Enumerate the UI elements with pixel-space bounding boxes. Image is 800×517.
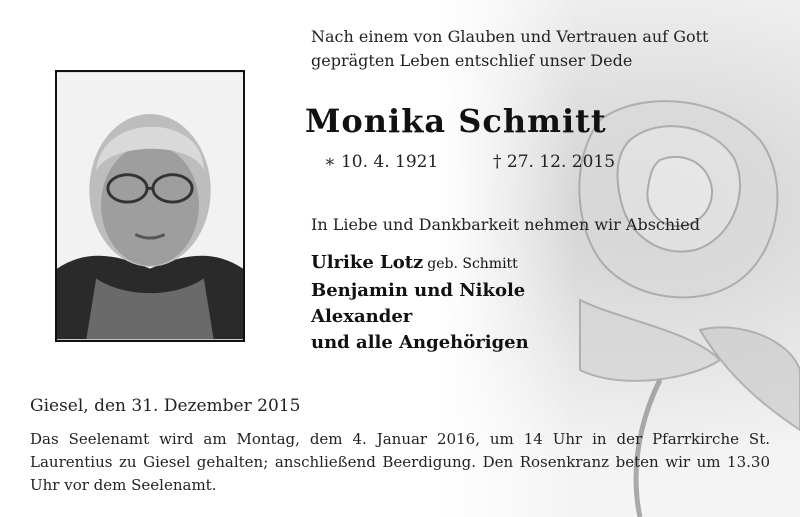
death-date: † 27. 12. 2015	[493, 152, 616, 172]
mourner-name: Ulrike Lotz	[311, 252, 424, 273]
portrait-image	[57, 72, 243, 340]
intro-line-2: geprägten Leben entschlief unser Dede	[311, 51, 633, 70]
place-date: Giesel, den 31. Dezember 2015	[30, 396, 301, 416]
mourner-line-1	[311, 252, 518, 273]
deceased-name: Monika Schmitt	[305, 102, 607, 140]
farewell-line: In Liebe und Dankbarkeit nehmen wir Abschied	[311, 215, 701, 234]
birth-date: ∗ 10. 4. 1921	[324, 152, 439, 172]
mourner-line-4: und alle Angehörigen	[311, 332, 529, 353]
service-info: Das Seelenamt wird am Montag, dem 4. Januar 2016, um 14 Uhr in der Pfarrkirche St. Laurentius zu Giesel gehalten; anschließend Beerdigung. Den Rosenkranz beten wir um 13.30 Uhr vor dem Seelenamt.	[30, 430, 770, 494]
intro-line-1: Nach einem von Glauben und Vertrauen auf Gott	[311, 27, 709, 46]
portrait-photo	[55, 70, 245, 342]
mourner-line-2: Benjamin und Nikole	[311, 280, 526, 301]
mourner-line-3: Alexander	[311, 306, 413, 327]
mourner-maiden-name: geb. Schmitt	[427, 256, 518, 272]
